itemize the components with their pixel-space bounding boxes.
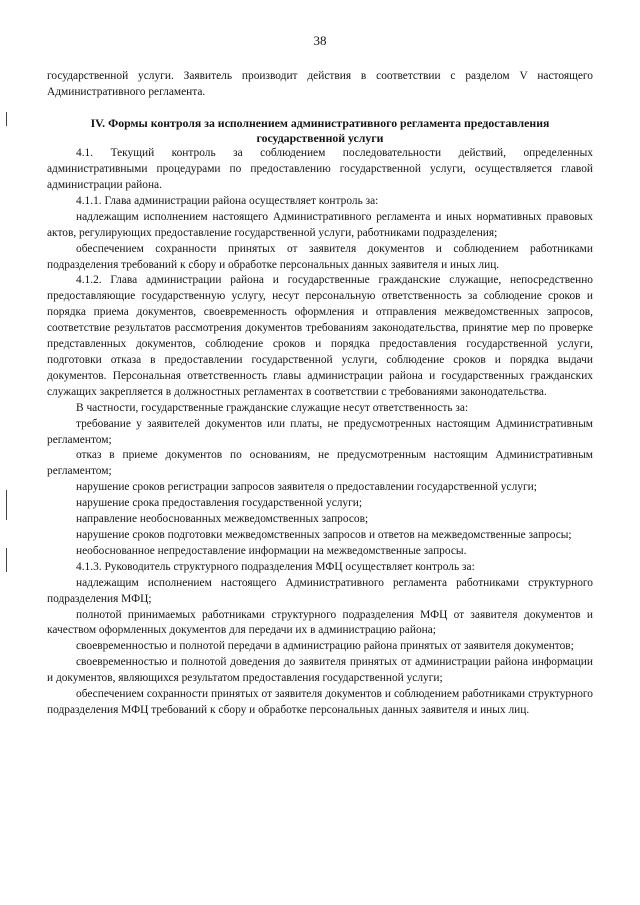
paragraph: отказ в приеме документов по основаниям, не предусмотренным настоящим Административным регламентом;: [47, 449, 593, 478]
paragraph: необоснованное непредоставление информации на межведомственные запросы.: [76, 544, 467, 557]
paragraph-continuation: государственной услуги. Заявитель производит действия в соответствии с разделом V настоящего Административного регламента.: [47, 70, 593, 98]
scan-mark: [6, 490, 7, 520]
paragraph: 4.1.1. Глава администрации района осуществляет контроль за:: [76, 194, 379, 207]
paragraph: В частности, государственные гражданские служащие несут ответственность за:: [76, 401, 469, 414]
paragraph: требование у заявителей документов или платы, не предусмотренных настоящим Административным регламентом;: [47, 417, 593, 446]
paragraph: обеспечением сохранности принятых от заявителя документов и соблюдением работниками подразделения требований к сбору и обработке персональных данных заявителя и иных лиц.: [47, 242, 593, 271]
paragraph: надлежащим исполнением настоящего Административного регламента и иных нормативных правовых актов, регулирующих предоставление государственной услуги, работниками подразделения;: [47, 210, 593, 239]
paragraph: 4.1.3. Руководитель структурного подразделения МФЦ осуществляет контроль за:: [76, 560, 475, 573]
paragraph: 4.1. Текущий контроль за соблюдением последовательности действий, определенных административными процедурами по предоставлению государственной услуги, осуществляется главой администрации района.: [47, 147, 593, 192]
page-number: 38: [313, 33, 327, 48]
scan-mark: [6, 548, 7, 572]
document-body: [47, 69, 593, 719]
paragraph: нарушение сроков подготовки межведомственных запросов и ответов на межведомственные запросы;: [76, 528, 572, 541]
paragraph: нарушение срока предоставления государственной услуги;: [76, 497, 363, 510]
paragraph: своевременностью и полнотой доведения до заявителя принятых от администрации района информации и документов, являющихся результатом предоставления государственной услуги;: [47, 656, 593, 685]
paragraph: 4.1.2. Глава администрации района и государственные гражданские служащие, непосредственно предоставляющие государственную услугу, несут персональную ответственность за соблюдение сроков и порядка приема документов, своевременность оформления и отправления межведомственных запросов, соответствие результатов рассмотрения документов требованиям законодательства, принятие мер по проверке представленных документов, соблюдение сроков и порядка предоставления государственной услуги, подготовки отказа в предоставлении государственной услуги, соблюдение сроков и порядка выдачи документов. Персональная ответственность главы администрации района и государственных гражданских служащих закрепляется в должностных регламентах в соответствии с требованиями законодательства.: [47, 274, 593, 398]
paragraph: полнотой принимаемых работниками структурного подразделения МФЦ от заявителя документов и качеством оформленных документов для передачи их в администрацию района;: [47, 608, 593, 637]
paragraph: направление необоснованных межведомственных запросов;: [76, 513, 369, 526]
paragraph: своевременностью и полнотой передачи в администрацию района принятых от заявителя документов;: [76, 640, 574, 653]
paragraph: нарушение сроков регистрации запросов заявителя о предоставлении государственной услуги;: [76, 481, 537, 494]
paragraph: обеспечением сохранности принятых от заявителя документов и соблюдением работниками структурного подразделения МФЦ требований к сбору и обработке персональных данных заявителя и иных лиц.: [47, 688, 593, 716]
section-heading: IV. Формы контроля за исполнением административного регламента предоставления государственной услуги: [90, 115, 550, 146]
scan-mark: [6, 112, 7, 126]
paragraph: надлежащим исполнением настоящего Административного регламента работниками структурного подразделения МФЦ;: [47, 576, 593, 605]
